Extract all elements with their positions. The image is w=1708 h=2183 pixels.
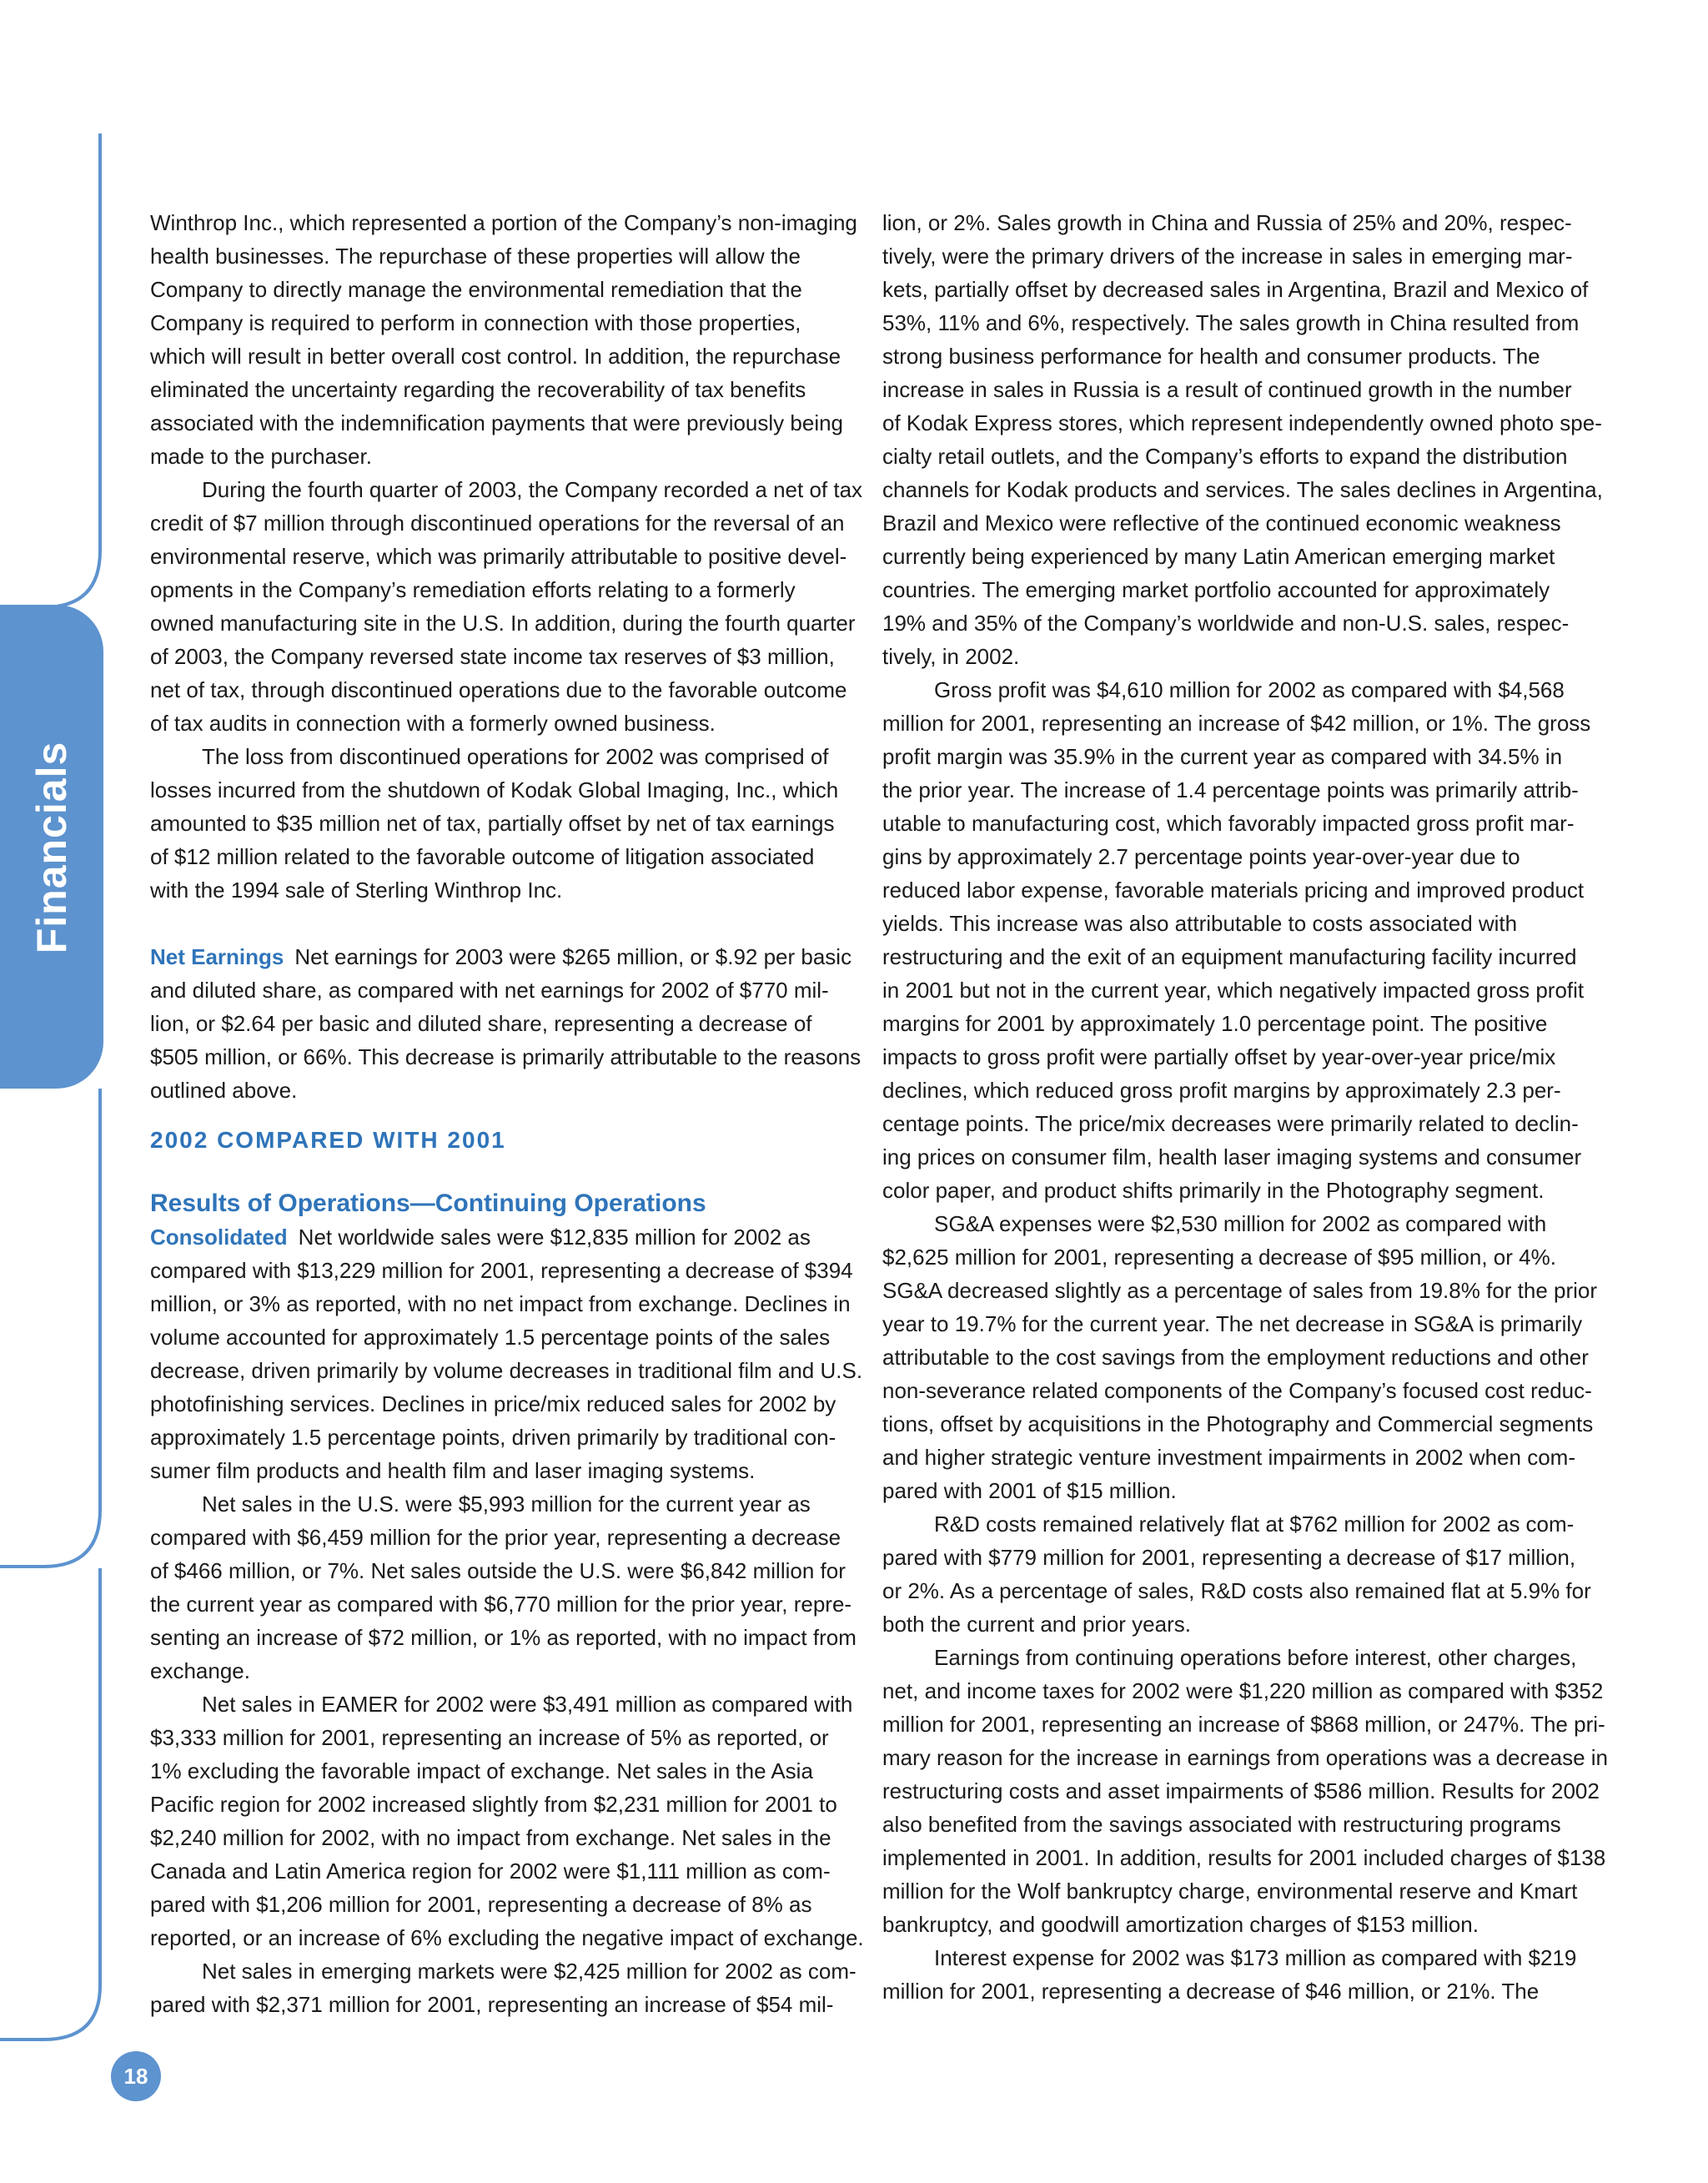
text-line: [150, 239, 859, 273]
text-line-body: Interest expense for 2002 was $173 million as compared with $219: [934, 1945, 1577, 1970]
text-line-body: both the current and prior years.: [882, 1612, 1191, 1637]
text-line-body: utable to manufacturing cost, which favorably impacted gross profit mar-: [882, 811, 1575, 836]
text-line-body: million for 2001, representing an increase of $868 million, or 247%. The pri-: [882, 1712, 1605, 1737]
text-line-body: of $466 million, or 7%. Net sales outside the U.S. were $6,842 million for: [150, 1558, 846, 1583]
text-line: [882, 873, 1591, 907]
section-heading: 2002 COMPARED WITH 2001: [150, 1127, 506, 1153]
text-line-body: photofinishing services. Declines in price/mix reduced sales for 2002 by: [150, 1391, 836, 1416]
text-line: [150, 1587, 859, 1621]
text-line: [150, 1654, 859, 1688]
text-line-body: with the 1994 sale of Sterling Winthrop Inc.: [150, 878, 563, 903]
text-line-body: health businesses. The repurchase of these properties will allow the: [150, 244, 801, 269]
text-line: [882, 340, 1591, 373]
text-line: [882, 506, 1591, 540]
text-line: [882, 707, 1591, 740]
text-line-body: lion, or 2%. Sales growth in China and Russia of 25% and 20%, respec-: [882, 210, 1572, 235]
text-line: [150, 1688, 859, 1721]
text-line-body: bankruptcy, and goodwill amortization charges of $153 million.: [882, 1912, 1479, 1937]
text-line-body: million for 2001, representing an increase of $42 million, or 1%. The gross: [882, 711, 1591, 736]
text-line-body: which will result in better overall cost control. In addition, the repurchase: [150, 344, 841, 369]
text-line-body: $3,333 million for 2001, representing an increase of 5% as reported, or: [150, 1725, 829, 1750]
text-line: [882, 1207, 1591, 1240]
text-line-body: implemented in 2001. In addition, results for 2001 included charges of $138: [882, 1845, 1606, 1870]
text-line: [150, 1821, 859, 1854]
text-line: [882, 1174, 1591, 1207]
text-line: [882, 1708, 1605, 1741]
text-line: [150, 306, 859, 340]
text-line: [882, 1307, 1591, 1340]
text-line: [882, 1140, 1591, 1174]
text-line-body: gins by approximately 2.7 percentage points year-over-year due to: [882, 844, 1520, 869]
text-line-body: compared with $13,229 million for 2001, representing a decrease of $394: [150, 1258, 853, 1283]
page-number: 18: [111, 2051, 161, 2101]
text-line-body: $2,625 million for 2001, representing a decrease of $95 million, or 4%.: [882, 1245, 1556, 1270]
text-line-body: million for 2001, representing a decrease of $46 million, or 21%. The: [882, 1979, 1540, 2004]
text-line: [882, 473, 1603, 506]
text-line-body: pared with $2,371 million for 2001, representing an increase of $54 mil-: [150, 1992, 834, 2017]
text-line-body: $505 million, or 66%. This decrease is primarily attributable to the reasons: [150, 1044, 862, 1069]
text-line: [150, 373, 859, 406]
text-line: [882, 907, 1591, 940]
text-line-body: tively, were the primary drivers of the increase in sales in emerging mar-: [882, 244, 1573, 269]
text-line-body: color paper, and product shifts primarily in the Photography segment.: [882, 1178, 1545, 1203]
text-line: [882, 1607, 1591, 1641]
text-line: [882, 740, 1591, 773]
text-line-body: impacts to gross profit were partially offset by year-over-year price/mix: [882, 1044, 1556, 1069]
text-line: [882, 440, 1591, 473]
text-line: [150, 573, 859, 606]
text-line: [150, 506, 859, 540]
text-line: [150, 1421, 859, 1454]
text-line-body: 53%, 11% and 6%, respectively. The sales growth in China resulted from: [882, 310, 1580, 335]
text-line: [150, 873, 859, 907]
text-line: [150, 540, 859, 573]
text-line-body: of $12 million related to the favorable outcome of litigation associated: [150, 844, 815, 869]
text-line: [150, 1074, 859, 1107]
text-line-body: of 2003, the Company reversed state income tax reserves of $3 million,: [150, 644, 835, 669]
text-line: [882, 306, 1591, 340]
text-line: [882, 1074, 1591, 1107]
text-line-body: year to 19.7% for the current year. The net decrease in SG&A is primarily: [882, 1311, 1583, 1336]
text-line: [150, 840, 859, 873]
text-line: [150, 1954, 859, 1988]
text-line-body: yields. This increase was also attributable to costs associated with: [882, 911, 1518, 936]
text-line: [150, 1040, 862, 1074]
text-line-body: associated with the indemnification payments that were previously being: [150, 410, 844, 435]
text-line-body: and higher strategic venture investment impairments in 2002 when com-: [882, 1445, 1575, 1470]
text-line: [882, 840, 1591, 873]
text-line: [150, 707, 859, 740]
text-line: [150, 1554, 859, 1587]
text-line: [882, 273, 1591, 306]
text-line: [882, 640, 1591, 673]
text-line-body: 1% excluding the favorable impact of exchange. Net sales in the Asia: [150, 1758, 813, 1783]
text-line-body: million for the Wolf bankruptcy charge, environmental reserve and Kmart: [882, 1879, 1578, 1904]
text-line-body: owned manufacturing site in the U.S. In addition, during the fourth quarter: [150, 611, 856, 636]
text-line: [882, 1741, 1608, 1774]
text-line: [882, 1641, 1591, 1674]
text-line: [150, 940, 859, 973]
paragraph-gap: [150, 907, 859, 940]
text-line-body: Pacific region for 2002 increased slightly from $2,231 million for 2001 to: [150, 1792, 837, 1817]
text-line-body: channels for Kodak products and services. The sales declines in Argentina,: [882, 477, 1603, 502]
text-line: [882, 1874, 1591, 1908]
text-line-body: made to the purchaser.: [150, 444, 372, 469]
text-line-body: and diluted share, as compared with net earnings for 2002 of $770 mil-: [150, 978, 829, 1003]
text-line-body: restructuring costs and asset impairments of $586 million. Results for 2002: [882, 1778, 1600, 1803]
text-line-body: kets, partially offset by decreased sales in Argentina, Brazil and Mexico of: [882, 277, 1589, 302]
text-line: [150, 1354, 863, 1387]
text-line-body: During the fourth quarter of 2003, the Company recorded a net of tax: [202, 477, 863, 502]
text-line: [150, 1754, 859, 1788]
text-line-body: eliminated the uncertainty regarding the recoverability of tax benefits: [150, 377, 806, 402]
text-line: [882, 807, 1591, 840]
text-line: [882, 1441, 1591, 1474]
text-line: [882, 373, 1591, 406]
text-line: [882, 239, 1591, 273]
text-line: [150, 807, 859, 840]
text-line-body: senting an increase of $72 million, or 1% as reported, with no impact from: [150, 1625, 857, 1650]
text-line: [882, 406, 1602, 440]
text-line-body: in 2001 but not in the current year, which negatively impacted gross profit: [882, 978, 1585, 1003]
run-in-heading: Net Earnings: [150, 944, 284, 969]
text-line: [150, 773, 859, 807]
text-line: [150, 1988, 859, 2021]
text-line: [882, 1974, 1591, 2008]
text-line-body: cialty retail outlets, and the Company’s efforts to expand the distribution: [882, 444, 1568, 469]
text-line: [882, 1374, 1591, 1407]
text-line: [150, 406, 859, 440]
text-line: [150, 1387, 859, 1421]
right-text-column: [882, 206, 1608, 2008]
text-line: [150, 440, 859, 473]
text-line: [150, 1007, 859, 1040]
text-line-body: Company to directly manage the environmental remediation that the: [150, 277, 802, 302]
text-line-body: Winthrop Inc., which represented a portion of the Company’s non-imaging: [150, 210, 857, 235]
text-line: [150, 473, 863, 506]
text-line: [882, 1474, 1591, 1507]
text-line: [150, 673, 859, 707]
text-line: [882, 1808, 1591, 1841]
text-line-body: R&D costs remained relatively flat at $762 million for 2002 as com-: [934, 1512, 1575, 1537]
text-line-body: Brazil and Mexico were reflective of the continued economic weakness: [882, 511, 1561, 536]
text-line-body: Canada and Latin America region for 2002 were $1,111 million as com-: [150, 1859, 831, 1884]
text-line-body: decrease, driven primarily by volume decreases in traditional film and U.S.: [150, 1358, 863, 1383]
text-line-body: of tax audits in connection with a formerly owned business.: [150, 711, 716, 736]
text-line: [150, 1487, 859, 1521]
text-line-body: non-severance related components of the Company’s focused cost reduc-: [882, 1378, 1592, 1403]
text-line-body: centage points. The price/mix decreases were primarily related to declin-: [882, 1111, 1579, 1136]
text-line-body: or 2%. As a percentage of sales, R&D costs also remained flat at 5.9% for: [882, 1578, 1591, 1603]
text-line-body: currently being experienced by many Latin American emerging market: [882, 544, 1555, 569]
sidebar-curve-bottom: [0, 1089, 100, 1567]
text-line: [882, 673, 1591, 707]
text-line: [882, 973, 1591, 1007]
text-line: [150, 1521, 859, 1554]
text-line: [150, 1721, 859, 1754]
text-line-body: tively, in 2002.: [882, 644, 1020, 669]
text-line-body: losses incurred from the shutdown of Kodak Global Imaging, Inc., which: [150, 777, 839, 802]
text-line-body: SG&A decreased slightly as a percentage of sales from 19.8% for the prior: [882, 1278, 1598, 1303]
text-line: [882, 606, 1591, 640]
text-line-body: Net sales in the U.S. were $5,993 million for the current year as: [202, 1491, 811, 1517]
text-line-body: SG&A expenses were $2,530 million for 2002 as compared with: [934, 1211, 1547, 1236]
text-line: [150, 1320, 859, 1354]
text-line-body: mary reason for the increase in earnings from operations was a decrease in: [882, 1745, 1608, 1770]
text-line-body: pared with 2001 of $15 million.: [882, 1478, 1177, 1503]
subsection-heading: Results of Operations—Continuing Operations: [150, 1190, 706, 1217]
text-line-body: reported, or an increase of 6% excluding the negative impact of exchange.: [150, 1925, 864, 1950]
text-line: [882, 1407, 1594, 1441]
text-line: [150, 1921, 864, 1954]
text-line-body: opments in the Company’s remediation efforts relating to a formerly: [150, 577, 796, 602]
text-line: [150, 1854, 859, 1888]
text-line-body: compared with $6,459 million for the prior year, representing a decrease: [150, 1525, 841, 1550]
text-line-body: the current year as compared with $6,770 million for the prior year, repre-: [150, 1592, 852, 1617]
text-line: [150, 1788, 859, 1821]
text-line: [882, 1507, 1591, 1541]
text-line: [882, 1774, 1600, 1808]
text-line: [150, 273, 859, 306]
sidebar-curve-top: [0, 133, 100, 607]
text-line-body: profit margin was 35.9% in the current year as compared with 34.5% in: [882, 744, 1563, 769]
text-line-body: restructuring and the exit of an equipment manufacturing facility incurred: [882, 944, 1577, 969]
text-line: [882, 1340, 1591, 1374]
text-line-body: Gross profit was $4,610 million for 2002 as compared with $4,568: [934, 677, 1565, 702]
text-line-body: amounted to $35 million net of tax, partially offset by net of tax earnings: [150, 811, 835, 836]
text-line-body: The loss from discontinued operations for 2002 was comprised of: [202, 744, 829, 769]
left-text-column: [150, 206, 864, 2021]
text-line-body: Net earnings for 2003 were $265 million, or $.92 per basic: [294, 944, 852, 969]
text-line-body: environmental reserve, which was primarily attributable to positive devel-: [150, 544, 847, 569]
text-line-body: Net sales in emerging markets were $2,425 million for 2002 as com-: [202, 1959, 857, 1984]
text-line-body: ing prices on consumer film, health laser imaging systems and consumer: [882, 1144, 1582, 1169]
text-line-body: approximately 1.5 percentage points, driven primarily by traditional con-: [150, 1425, 836, 1450]
text-line: [882, 1040, 1591, 1074]
text-line-body: outlined above.: [150, 1078, 298, 1103]
text-line: [150, 1254, 859, 1287]
text-line-body: exchange.: [150, 1658, 250, 1683]
text-line: [882, 573, 1591, 606]
text-line-body: margins for 2001 by approximately 1.0 percentage point. The positive: [882, 1011, 1548, 1036]
text-line-body: Net sales in EAMER for 2002 were $3,491 million as compared with: [202, 1692, 853, 1717]
text-line-body: tions, offset by acquisitions in the Photography and Commercial segments: [882, 1411, 1594, 1436]
text-line-body: of Kodak Express stores, which represent independently owned photo spe-: [882, 410, 1602, 435]
text-line: [882, 940, 1591, 973]
text-line-body: $2,240 million for 2002, with no impact from exchange. Net sales in the: [150, 1825, 831, 1850]
text-line: [882, 1107, 1591, 1140]
text-line: [150, 973, 859, 1007]
text-line: [882, 1274, 1598, 1307]
sidebar-curve-lower: [0, 1568, 100, 2040]
text-line-body: pared with $1,206 million for 2001, representing a decrease of 8% as: [150, 1892, 812, 1917]
text-line-body: credit of $7 million through discontinued operations for the reversal of an: [150, 511, 845, 536]
text-line: [150, 206, 859, 239]
text-line: [150, 640, 859, 673]
section-tab-label: Financials: [28, 741, 75, 954]
text-line: [882, 206, 1591, 239]
text-line: [150, 1621, 859, 1654]
text-line-body: Earnings from continuing operations before interest, other charges,: [934, 1645, 1577, 1670]
text-line: [882, 1007, 1591, 1040]
text-line-body: 19% and 35% of the Company’s worldwide and non-U.S. sales, respec-: [882, 611, 1570, 636]
text-line: [150, 740, 859, 773]
text-line: [882, 540, 1591, 573]
text-line-body: strong business performance for health and consumer products. The: [882, 344, 1540, 369]
text-line-body: reduced labor expense, favorable materials pricing and improved product: [882, 878, 1585, 903]
text-line-body: lion, or $2.64 per basic and diluted share, representing a decrease of: [150, 1011, 812, 1036]
text-line: [882, 1941, 1591, 1974]
text-line-body: attributable to the cost savings from the employment reductions and other: [882, 1345, 1589, 1370]
sidebar-decoration: [0, 0, 117, 2183]
text-line-body: also benefited from the savings associated with restructuring programs: [882, 1812, 1561, 1837]
text-line: [882, 1674, 1604, 1708]
text-line-body: Net worldwide sales were $12,835 million for 2002 as: [298, 1225, 811, 1250]
text-line: [882, 1841, 1606, 1874]
text-line-body: million, or 3% as reported, with no net impact from exchange. Declines in: [150, 1291, 851, 1316]
text-line: [150, 606, 859, 640]
text-line: [150, 1454, 859, 1487]
text-line-body: increase in sales in Russia is a result of continued growth in the number: [882, 377, 1572, 402]
text-line-body: sumer film products and health film and laser imaging systems.: [150, 1458, 756, 1483]
text-line: [150, 340, 859, 373]
text-line: [882, 1541, 1591, 1574]
text-line-body: volume accounted for approximately 1.5 percentage points of the sales: [150, 1325, 831, 1350]
text-line: [882, 1908, 1591, 1941]
text-line-body: net of tax, through discontinued operations due to the favorable outcome: [150, 677, 847, 702]
text-line: [882, 1240, 1591, 1274]
text-line: [150, 1220, 859, 1254]
text-line-body: declines, which reduced gross profit margins by approximately 2.3 per-: [882, 1078, 1561, 1103]
text-line: [882, 1574, 1591, 1607]
text-line-body: net, and income taxes for 2002 were $1,220 million as compared with $352: [882, 1678, 1604, 1703]
text-line-body: Company is required to perform in connection with those properties,: [150, 310, 801, 335]
text-line-body: pared with $779 million for 2001, representing a decrease of $17 million,: [882, 1545, 1576, 1570]
run-in-heading: Consolidated: [150, 1225, 288, 1250]
text-line: [150, 1888, 859, 1921]
text-line-body: countries. The emerging market portfolio accounted for approximately: [882, 577, 1550, 602]
text-line-body: the prior year. The increase of 1.4 percentage points was primarily attrib-: [882, 777, 1579, 802]
text-line: [882, 773, 1591, 807]
text-line: [150, 1287, 859, 1320]
